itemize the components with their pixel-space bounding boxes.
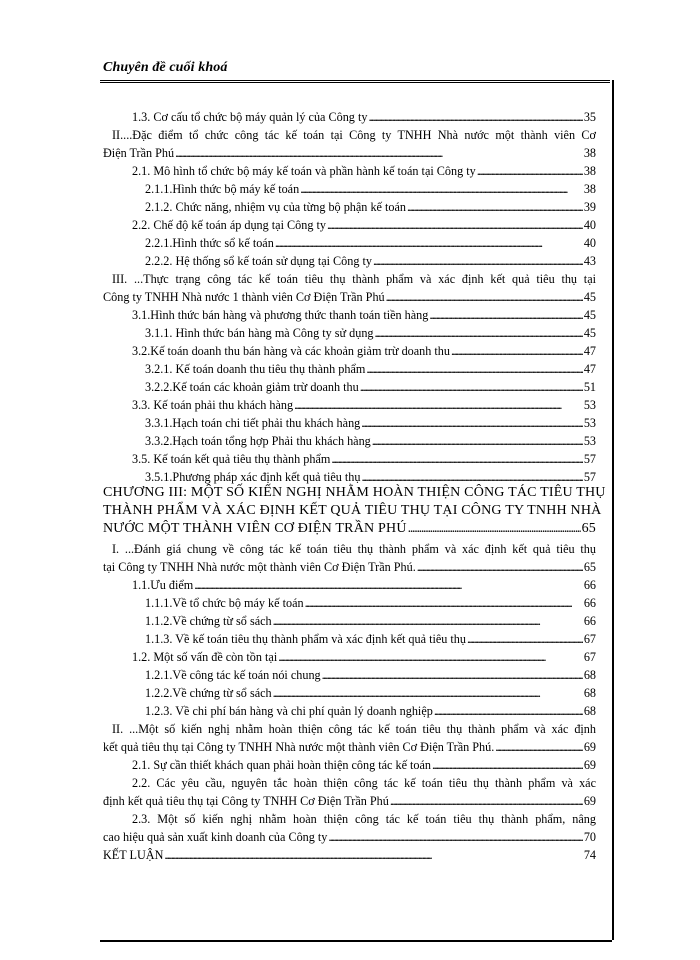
toc-entry[interactable]: Công ty TNHH Nhà nước 1 thành viên Cơ Điện Trần Phú . . . 45: [103, 288, 596, 306]
toc-entry[interactable]: 1.3. Cơ cấu tổ chức bộ máy quản lý của Công ty . . . 35: [132, 108, 596, 126]
toc-entry-wrapline[interactable]: II....Đặc điểm tổ chức công tác kế toán tại Công ty TNHH Nhà nước một thành viên Cơ: [112, 128, 596, 142]
toc-entry[interactable]: Điện Trần Phú . . . 38: [103, 144, 596, 162]
page-border-right: [612, 80, 614, 940]
toc-entry[interactable]: 2.1.2. Chức năng, nhiệm vụ của từng bộ phận kế toán . . . 39: [145, 198, 596, 216]
toc-entry[interactable]: 3.1.Hình thức bán hàng và phương thức thanh toán tiền hàng . . . 45: [132, 306, 596, 324]
toc-entry-wrapline[interactable]: 2.3. Một số kiến nghị nhằm hoàn thiện công tác kế toán tiêu thụ thành phẩm, nâng: [132, 812, 596, 826]
toc-entry[interactable]: 1.1.2.Về chứng từ sổ sách . . . 66: [145, 612, 596, 630]
toc-entry[interactable]: 3.3.2.Hạch toán tổng hợp Phải thu khách hàng . . . 53: [145, 432, 596, 450]
header-title: Chuyên đề cuối khoá: [103, 60, 228, 75]
chapter-heading-line[interactable]: THÀNH PHẨM VÀ XÁC ĐỊNH KẾT QUẢ TIÊU THỤ TẠI CÔNG TY TNHH NHÀ: [103, 503, 602, 518]
toc-entry[interactable]: 3.5. Kế toán kết quả tiêu thụ thành phẩm . . . 57: [132, 450, 596, 468]
toc-entry[interactable]: kết quả tiêu thụ tại Công ty TNHH Nhà nước một thành viên Cơ Điện Trần Phú. . . . 69: [103, 738, 596, 756]
toc-entry[interactable]: 1.2.1.Về công tác kế toán nói chung . . . 68: [145, 666, 596, 684]
toc-entry[interactable]: NƯỚC MỘT THÀNH VIÊN CƠ ĐIỆN TRẦN PHÚ . . . 65: [103, 520, 596, 538]
toc-entry[interactable]: KẾT LUẬN . . . 74: [103, 846, 596, 864]
toc-entry-wrapline[interactable]: III. ...Thực trạng công tác kế toán tiêu thụ thành phẩm và xác định kết quả tiêu thụ tại: [112, 272, 596, 286]
toc-entry[interactable]: 3.2.1. Kế toán doanh thu tiêu thụ thành phẩm . . . 47: [145, 360, 596, 378]
toc-entry[interactable]: 2.1. Mô hình tổ chức bộ máy kế toán và phần hành kế toán tại Công ty . . . 38: [132, 162, 596, 180]
toc-entry[interactable]: 2.1.1.Hình thức bộ máy kế toán . . . 38: [145, 180, 596, 198]
toc-entry[interactable]: 3.5.1.Phương pháp xác định kết quả tiêu thụ . . . 57: [145, 468, 596, 486]
toc-entry[interactable]: 3.2.Kế toán doanh thu bán hàng và các khoản giảm trừ doanh thu . . . 47: [132, 342, 596, 360]
chapter-heading-line[interactable]: CHƯƠNG III: MỘT SỐ KIẾN NGHỊ NHẰM HOÀN THIỆN CÔNG TÁC TIÊU THỤ: [103, 485, 606, 500]
toc-entry[interactable]: 1.1.1.Về tổ chức bộ máy kế toán . . . 66: [145, 594, 596, 612]
toc-entry[interactable]: 2.2.2. Hệ thống sổ kế toán sử dụng tại Công ty . . . 43: [145, 252, 596, 270]
toc-entry[interactable]: 3.3.1.Hạch toán chi tiết phải thu khách hàng . . . 53: [145, 414, 596, 432]
toc-entry[interactable]: 3.3. Kế toán phải thu khách hàng . . . 53: [132, 396, 596, 414]
toc-entry[interactable]: 3.2.2.Kế toán các khoản giảm trừ doanh thu . . . 51: [145, 378, 596, 396]
toc-entry[interactable]: 2.2.1.Hình thức sổ kế toán . . . 40: [145, 234, 596, 252]
toc-entry-wrapline[interactable]: II. ...Một số kiến nghị nhằm hoàn thiện công tác kế toán tiêu thụ thành phẩm và xác định: [112, 722, 596, 736]
toc-entry[interactable]: 2.1. Sự cần thiết khách quan phải hoàn thiện công tác kế toán . . . 69: [132, 756, 596, 774]
toc-entry[interactable]: tại Công ty TNHH Nhà nước một thành viên Cơ Điện Trần Phú. . . . 65: [103, 558, 596, 576]
toc-entry[interactable]: 1.2.3. Về chi phí bán hàng và chi phí quản lý doanh nghiệp . . . 68: [145, 702, 596, 720]
toc-entry[interactable]: 1.1.Ưu điểm . . . 66: [132, 576, 596, 594]
toc-entry[interactable]: định kết quả tiêu thụ tại Công ty TNHH Cơ Điện Trần Phú . . . 69: [103, 792, 596, 810]
toc-entry-wrapline[interactable]: 2.2. Các yêu cầu, nguyên tắc hoàn thiện công tác kế toán tiêu thụ thành phẩm và xác: [132, 776, 596, 790]
header-rule: [100, 80, 610, 83]
page-border-bottom: [100, 940, 612, 942]
toc-entry[interactable]: 1.1.3. Về kế toán tiêu thụ thành phẩm và xác định kết quả tiêu thụ . . . 67: [145, 630, 596, 648]
toc-entry[interactable]: 1.2. Một số vấn đề còn tồn tại . . . 67: [132, 648, 596, 666]
toc-entry[interactable]: 1.2.2.Về chứng từ sổ sách . . . 68: [145, 684, 596, 702]
toc-entry[interactable]: cao hiệu quả sản xuất kinh doanh của Công ty . . . 70: [103, 828, 596, 846]
toc-entry-wrapline[interactable]: I. ...Đánh giá chung về công tác kế toán tiêu thụ thành phẩm và xác định kết quả tiêu thụ: [112, 542, 596, 556]
toc-entry[interactable]: 3.1.1. Hình thức bán hàng mà Công ty sử dụng . . . 45: [145, 324, 596, 342]
toc-entry[interactable]: 2.2. Chế độ kế toán áp dụng tại Công ty . . . 40: [132, 216, 596, 234]
